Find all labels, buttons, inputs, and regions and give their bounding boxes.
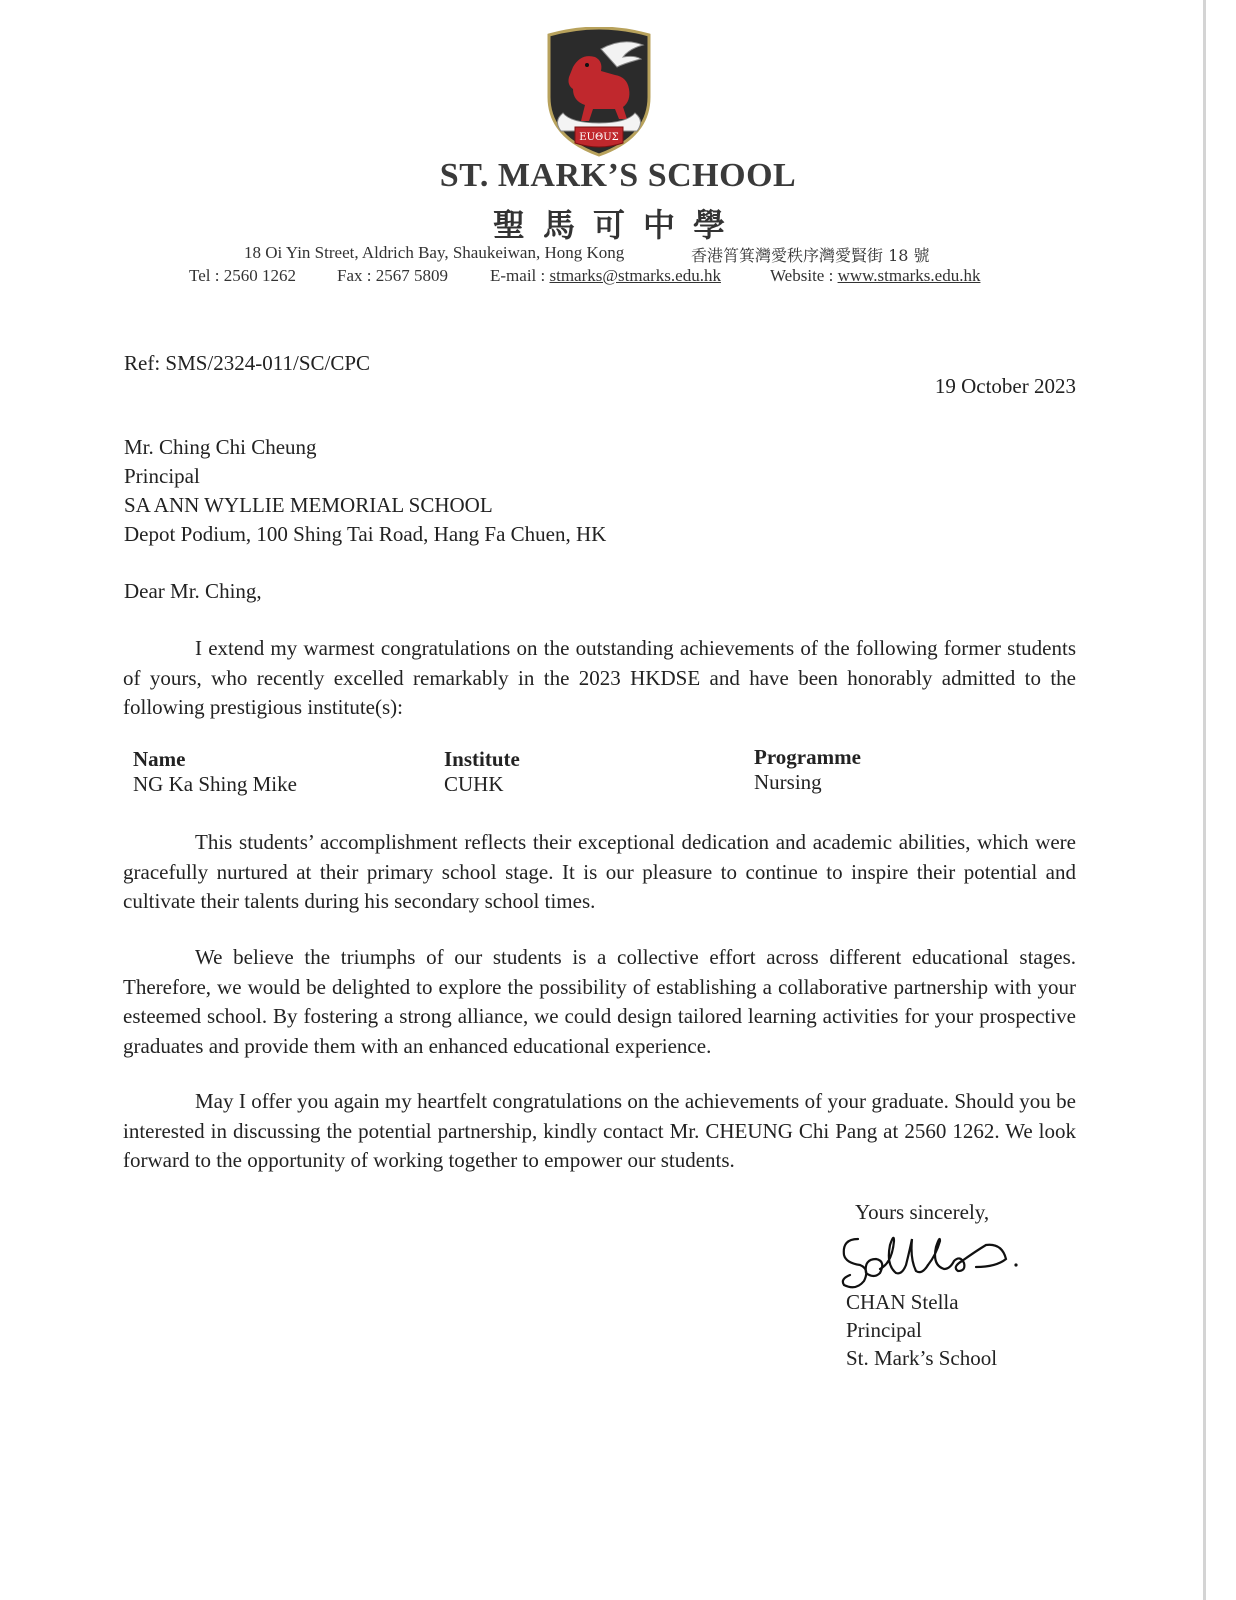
website-label: Website :: [770, 266, 838, 285]
letter-date: 19 October 2023: [934, 374, 1076, 398]
recipient-school: SA ANN WYLLIE MEMORIAL SCHOOL: [124, 493, 493, 517]
recipient-name: Mr. Ching Chi Cheung: [124, 435, 317, 459]
handwritten-signature: [836, 1225, 1026, 1295]
paragraph-partnership: We believe the triumphs of our students is a collective effort across different educational stages. Therefore, we would be delighted to explore the possibility of establishing a collaborative partnership with your esteemed school. By fostering a strong alliance, we could design tailored learning activities for your prospective graduates and provide them with an enhanced educational experience.: [123, 945, 1076, 1058]
signer-title: Principal: [846, 1318, 922, 1342]
paragraph-congratulations: I extend my warmest congratulations on the outstanding achievements of the following former students of yours, who recently excelled remarkably in the 2023 HKDSE and have been honorably admitted to the following prestigious institute(s):: [123, 636, 1076, 719]
reference-number: Ref: SMS/2324-011/SC/CPC: [124, 351, 371, 375]
fax: Fax : 2567 5809: [337, 266, 448, 285]
salutation: Dear Mr. Ching,: [124, 579, 262, 603]
table-cell-programme: Nursing: [754, 770, 822, 794]
website-link[interactable]: www.stmarks.edu.hk: [837, 266, 981, 285]
signer-name: CHAN Stella: [846, 1290, 959, 1314]
school-name-heading: ST. MARK’S SCHOOL: [439, 157, 797, 194]
closing: Yours sincerely,: [855, 1200, 990, 1224]
recipient-title: Principal: [124, 464, 200, 488]
table-cell-student-name: NG Ka Shing Mike: [133, 772, 297, 796]
email-contact: [490, 266, 721, 286]
table-header-programme: Programme: [754, 745, 861, 769]
recipient-address: Depot Podium, 100 Shing Tai Road, Hang Fa Chuen, HK: [124, 522, 607, 546]
signer-block: [846, 1288, 997, 1372]
paragraph-accomplishment: This students’ accomplishment reflects their exceptional dedication and academic abilities, which were gracefully nurtured at their primary school stage. It is our pleasure to continue to inspire their potential and cultivate their talents during his secondary school times.: [123, 830, 1076, 913]
email-link[interactable]: stmarks@stmarks.edu.hk: [549, 266, 721, 285]
website-contact: [770, 266, 980, 286]
table-header-institute: Institute: [444, 747, 520, 771]
address-english: 18 Oi Yin Street, Aldrich Bay, Shaukeiwan, Hong Kong: [244, 243, 625, 262]
school-name-chinese: 聖馬可中學: [492, 206, 743, 244]
paragraph-contact: May I offer you again my heartfelt congratulations on the achievements of your graduate. Should you be interested in discussing the potential partnership, kindly contact Mr. CHEUNG Chi Pang at 2560 1262. We look forward to the opportunity of working together to empower our students.: [123, 1089, 1076, 1172]
school-crest-logo: [543, 27, 655, 157]
recipient-block: [124, 433, 606, 549]
table-cell-institute: CUHK: [444, 772, 504, 796]
signer-school: St. Mark’s School: [846, 1346, 998, 1370]
address-chinese: 香港筲箕灣愛秩序灣愛賢街 18 號: [691, 246, 930, 265]
crest-motto: EUΘUΣ: [579, 132, 619, 143]
table-header-name: Name: [133, 747, 186, 771]
telephone: Tel : 2560 1262: [189, 266, 296, 285]
email-label: E-mail :: [490, 266, 550, 285]
